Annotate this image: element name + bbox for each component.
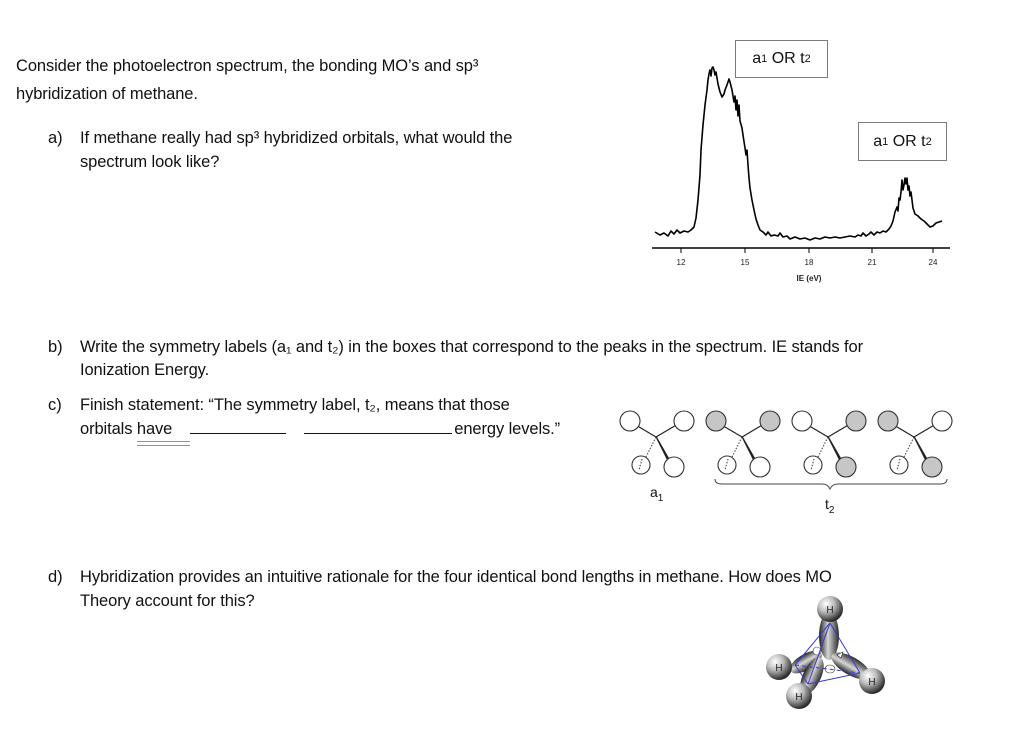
molecule-a1 bbox=[620, 411, 694, 477]
orbital-lobe-bl bbox=[718, 456, 736, 474]
orbital-lobe-bl bbox=[890, 456, 908, 474]
tick-24: 24 bbox=[928, 258, 938, 267]
box-2-or-t: OR t bbox=[888, 132, 926, 150]
peak-label-box-1[interactable] bbox=[735, 40, 828, 78]
question-c-line-2 bbox=[80, 418, 560, 441]
tick-21: 21 bbox=[867, 258, 877, 267]
question-c-suffix: energy levels.” bbox=[454, 420, 561, 438]
tick-18: 18 bbox=[804, 258, 814, 267]
methane-tetrahedral-model bbox=[750, 590, 910, 720]
fill-blank-2[interactable] bbox=[304, 419, 452, 434]
molecule-t2-1 bbox=[706, 411, 780, 477]
question-b-line-1: Write the symmetry labels (a₁ and t₂) in the boxes that correspond to the peaks in the spectrum. IE stands for bbox=[80, 338, 863, 356]
orbital-lobe-tl-shaded bbox=[706, 411, 726, 431]
question-b-line-2: Ionization Energy. bbox=[80, 361, 210, 379]
question-c-label: c) bbox=[48, 396, 62, 414]
orbital-lobe-tr-shaded bbox=[846, 411, 866, 431]
orbital-lobe-tl bbox=[792, 411, 812, 431]
question-d-line-2: Theory account for this? bbox=[80, 592, 255, 610]
orbital-lobe-br-shaded bbox=[922, 457, 942, 477]
orbital-lobe-br-shaded bbox=[836, 457, 856, 477]
question-d-label: d) bbox=[48, 568, 63, 586]
tick-12: 12 bbox=[676, 258, 686, 267]
orbital-lobe-bl bbox=[804, 456, 822, 474]
orbital-lobe-tr-shaded bbox=[760, 411, 780, 431]
question-a-line-1: If methane really had sp³ hybridized orbitals, what would the bbox=[80, 129, 513, 147]
orbital-lobe-br bbox=[664, 457, 684, 477]
x-axis-label: IE (eV) bbox=[796, 274, 822, 283]
box-2-a: a bbox=[873, 132, 883, 150]
orbital-lobe-tr bbox=[932, 411, 952, 431]
box-1-a: a bbox=[752, 50, 762, 67]
h-label-top: H bbox=[826, 605, 834, 616]
x-axis-tick-labels bbox=[677, 258, 938, 267]
question-a-line-2: spectrum look like? bbox=[80, 153, 220, 171]
box-2-sub-2: 2 bbox=[925, 135, 932, 148]
h-label-right: H bbox=[868, 677, 876, 688]
molecule-t2-2 bbox=[792, 411, 866, 477]
orbital-lobe-br bbox=[750, 457, 770, 477]
box-1-or-t: OR t bbox=[767, 50, 805, 67]
intro-line-1: Consider the photoelectron spectrum, the bonding MO’s and sp³ bbox=[16, 57, 479, 75]
peak-label-box-2[interactable] bbox=[858, 122, 947, 161]
question-a-label: a) bbox=[48, 129, 63, 147]
box-1-sub-2: 2 bbox=[804, 53, 811, 65]
h-label-left: H bbox=[775, 663, 783, 674]
tick-15: 15 bbox=[740, 258, 750, 267]
question-c-have: have bbox=[137, 418, 172, 441]
a1-label: $a_1$ bbox=[650, 484, 664, 504]
box-2-sub-1: 1 bbox=[882, 135, 889, 148]
question-b-label: b) bbox=[48, 338, 63, 356]
t2-brace bbox=[715, 479, 947, 489]
fill-blank-1[interactable] bbox=[190, 419, 286, 434]
orbital-lobe-tl-shaded bbox=[878, 411, 898, 431]
orbital-lobe-bl bbox=[632, 456, 650, 474]
t2-label: $t_2$ bbox=[825, 496, 835, 516]
intro-line-2: hybridization of methane. bbox=[16, 85, 198, 103]
orbital-lobe-tr bbox=[674, 411, 694, 431]
h-label-bottom: H bbox=[795, 692, 803, 703]
question-c-line-1: Finish statement: “The symmetry label, t₂, means that those bbox=[80, 396, 510, 414]
question-d-line-1: Hybridization provides an intuitive rationale for the four identical bond lengths in methane. How does MO bbox=[80, 568, 832, 586]
box-1-sub-1: 1 bbox=[761, 53, 768, 65]
molecule-t2-3 bbox=[878, 411, 952, 477]
question-c-prefix: orbitals bbox=[80, 420, 137, 438]
orbital-lobe-tl bbox=[620, 411, 640, 431]
